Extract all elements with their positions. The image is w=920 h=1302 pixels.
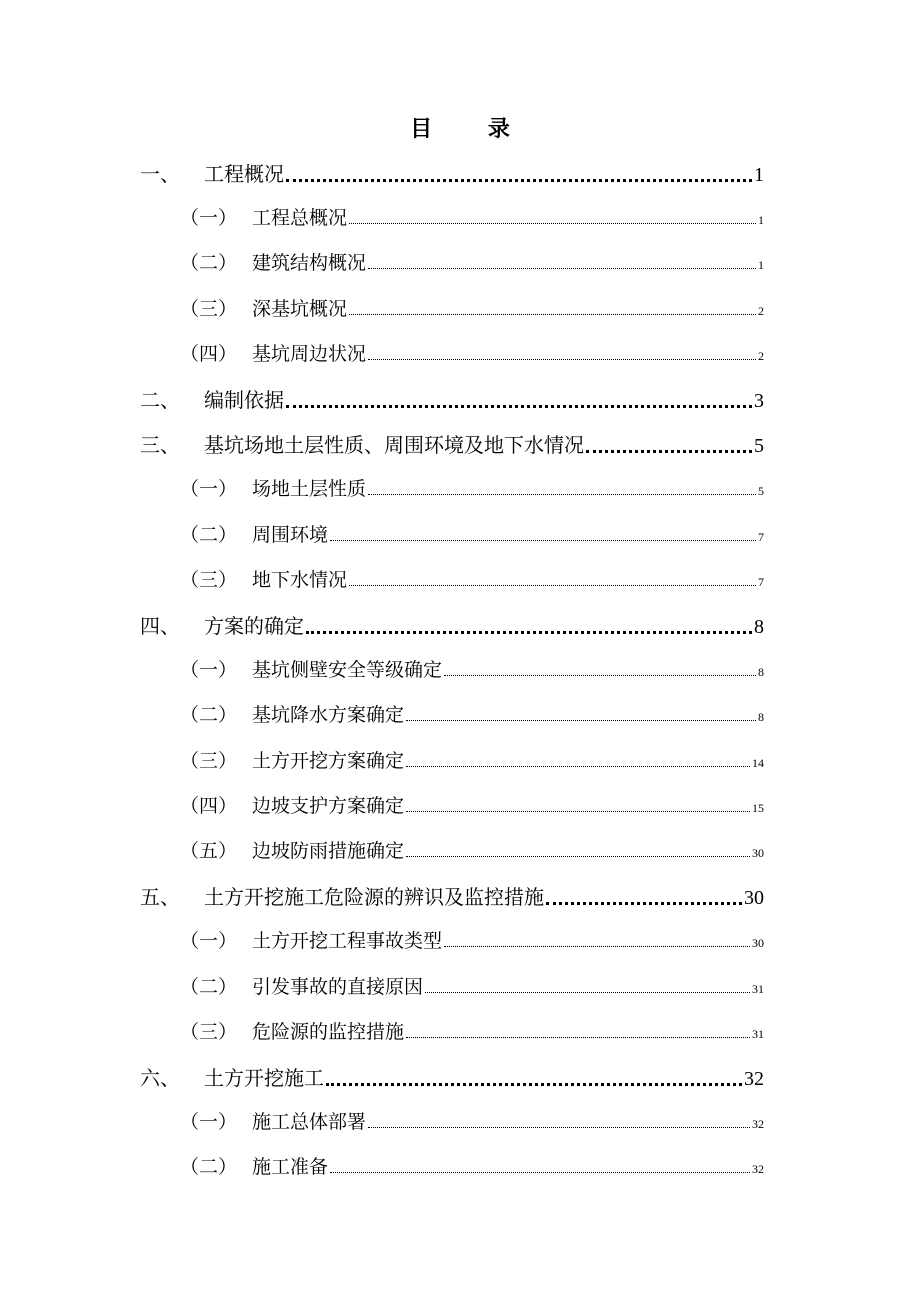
toc-entry-page-number: 8 [758, 710, 764, 725]
toc-entry-section[interactable] [180, 339, 764, 366]
toc-entry-title: 方案的确定 [204, 614, 304, 638]
toc-entry-page-number: 15 [752, 800, 764, 815]
toc-entry-section[interactable] [180, 520, 764, 547]
toc-entry-page-number: 30 [752, 936, 764, 951]
toc-entry-page-number: 30 [744, 887, 764, 910]
toc-entry-page-number: 32 [752, 1162, 764, 1177]
toc-entry-title: 土方开挖方案确定 [252, 749, 405, 772]
toc-title: 目 录 [410, 116, 534, 142]
toc-entry-number: （二） [180, 1156, 238, 1179]
toc-entry-page-number: 7 [758, 574, 764, 589]
toc-entry-title: 引发事故的直接原因 [252, 975, 424, 998]
toc-entry-page-number: 1 [758, 213, 764, 228]
toc-entry-page-number: 32 [744, 1068, 764, 1090]
toc-entry-section[interactable] [180, 1152, 764, 1179]
toc-entry-number: （一） [180, 478, 238, 501]
toc-entry-title: 施工总体部署 [252, 1111, 367, 1134]
toc-dot-leader [330, 540, 756, 541]
toc-entry-number: （一） [180, 1111, 238, 1134]
toc-entry-title: 地下水情况 [252, 568, 348, 591]
toc-entry-number: （三） [180, 1020, 238, 1043]
toc-entry-page-number: 3 [754, 390, 764, 412]
toc-entry-title: 土方开挖施工危险源的辨识及监控措施 [204, 885, 544, 910]
toc-entry-page-number: 31 [752, 981, 764, 996]
toc-entry-number: （一） [180, 930, 238, 953]
toc-dot-leader [406, 811, 750, 812]
toc-entry-title: 建筑结构概况 [252, 252, 367, 275]
toc-dot-leader [306, 631, 752, 634]
toc-entry-chapter[interactable] [140, 610, 764, 639]
toc-entry-section[interactable] [180, 655, 764, 682]
toc-entry-page-number: 31 [752, 1026, 764, 1041]
toc-dot-leader [444, 675, 756, 676]
toc-entry-chapter[interactable] [140, 158, 764, 187]
toc-entry-number: 二、 [140, 388, 180, 412]
toc-entry-number: （四） [180, 342, 238, 365]
toc-entry-section[interactable] [180, 746, 764, 773]
toc-entry-page-number: 32 [752, 1117, 764, 1132]
toc-entry-title: 工程总概况 [252, 207, 348, 230]
toc-dot-leader [406, 856, 750, 857]
toc-entry-number: （二） [180, 523, 238, 546]
toc-entry-page-number: 8 [754, 616, 764, 638]
toc-entry-number: （三） [180, 749, 238, 772]
toc-entry-title: 编制依据 [204, 388, 284, 412]
toc-entry-page-number: 30 [752, 846, 764, 860]
toc-entry-section[interactable] [180, 926, 764, 953]
toc-dot-leader [546, 902, 742, 905]
toc-entry-page-number: 2 [758, 303, 764, 318]
toc-entry-section[interactable] [180, 791, 764, 818]
toc-entry-number: 一、 [140, 162, 180, 186]
toc-dot-leader [425, 992, 750, 993]
toc-dot-leader [406, 766, 750, 767]
toc-entry-number: （二） [180, 975, 238, 998]
toc-entry-number: （二） [180, 704, 238, 727]
toc-entry-title: 施工准备 [252, 1156, 329, 1179]
toc-entry-title: 基坑周边状况 [252, 342, 367, 365]
toc-entry-page-number: 14 [752, 755, 764, 770]
toc-entry-number: （一） [180, 207, 238, 230]
toc-dot-leader [349, 585, 756, 586]
toc-dot-leader [326, 1083, 742, 1086]
toc-entry-section[interactable] [180, 836, 764, 863]
toc-dot-leader [286, 179, 752, 182]
toc-dot-leader [349, 223, 756, 224]
toc-entry-chapter[interactable] [140, 1062, 764, 1091]
toc-entry-title: 土方开挖工程事故类型 [252, 930, 443, 953]
toc-entry-title: 边坡防雨措施确定 [252, 840, 405, 862]
toc-entry-number: （一） [180, 659, 238, 682]
toc-entry-number: 六、 [140, 1066, 180, 1090]
toc-entry-title: 工程概况 [204, 162, 284, 186]
toc-entry-section[interactable] [180, 972, 764, 999]
toc-dot-leader [406, 1037, 750, 1038]
toc-dot-leader [368, 268, 756, 269]
toc-entry-number: （三） [180, 297, 238, 320]
toc-entry-title: 危险源的监控措施 [252, 1020, 405, 1043]
toc-entry-section[interactable] [180, 294, 764, 321]
toc-dot-leader [368, 494, 756, 495]
toc-entry-section[interactable] [180, 1107, 764, 1134]
toc-entry-number: 四、 [140, 614, 180, 638]
toc-entry-chapter[interactable] [140, 429, 764, 458]
toc-entry-title: 场地土层性质 [252, 478, 367, 501]
toc-entry-page-number: 1 [758, 258, 764, 273]
toc-entry-number: （四） [180, 794, 238, 817]
toc-entry-section[interactable] [180, 248, 764, 275]
toc-entry-section[interactable] [180, 565, 764, 592]
toc-entry-page-number: 8 [758, 665, 764, 680]
toc-entry-number: 五、 [140, 885, 180, 910]
toc-entry-section[interactable] [180, 203, 764, 230]
toc-dot-leader [330, 1172, 750, 1173]
toc-entry-number: 三、 [140, 433, 180, 458]
toc-dot-leader [406, 720, 756, 721]
toc-dot-leader [444, 946, 750, 947]
toc-dot-leader [349, 314, 756, 315]
toc-entry-number: （三） [180, 568, 238, 591]
toc-entry-title: 周围环境 [252, 523, 329, 546]
toc-entry-number: （二） [180, 252, 238, 275]
toc-entry-title: 基坑降水方案确定 [252, 704, 405, 727]
toc-dot-leader [286, 405, 752, 408]
toc-dot-leader [368, 359, 756, 360]
toc-entry-title: 深基坑概况 [252, 297, 348, 320]
toc-entry-number: （五） [180, 840, 238, 862]
toc-entry-page-number: 7 [758, 529, 764, 544]
toc-entry-section[interactable] [180, 700, 764, 727]
toc-dot-leader [368, 1127, 750, 1128]
toc-entry-chapter[interactable] [140, 384, 764, 413]
toc-entry-page-number: 2 [758, 348, 764, 363]
toc-entry-title: 基坑侧壁安全等级确定 [252, 659, 443, 682]
toc-entry-page-number: 1 [754, 164, 764, 186]
toc-entry-title: 边坡支护方案确定 [252, 794, 405, 817]
toc-entry-title: 土方开挖施工 [204, 1066, 324, 1090]
toc-dot-leader [586, 450, 752, 453]
toc-entry-page-number: 5 [758, 484, 764, 499]
toc-entry-section[interactable] [180, 1017, 764, 1044]
toc-entry-title: 基坑场地土层性质、周围环境及地下水情况 [204, 433, 584, 458]
toc-entry-page-number: 5 [754, 435, 764, 458]
toc-entry-chapter[interactable] [140, 881, 764, 910]
toc-entry-section[interactable] [180, 474, 764, 501]
